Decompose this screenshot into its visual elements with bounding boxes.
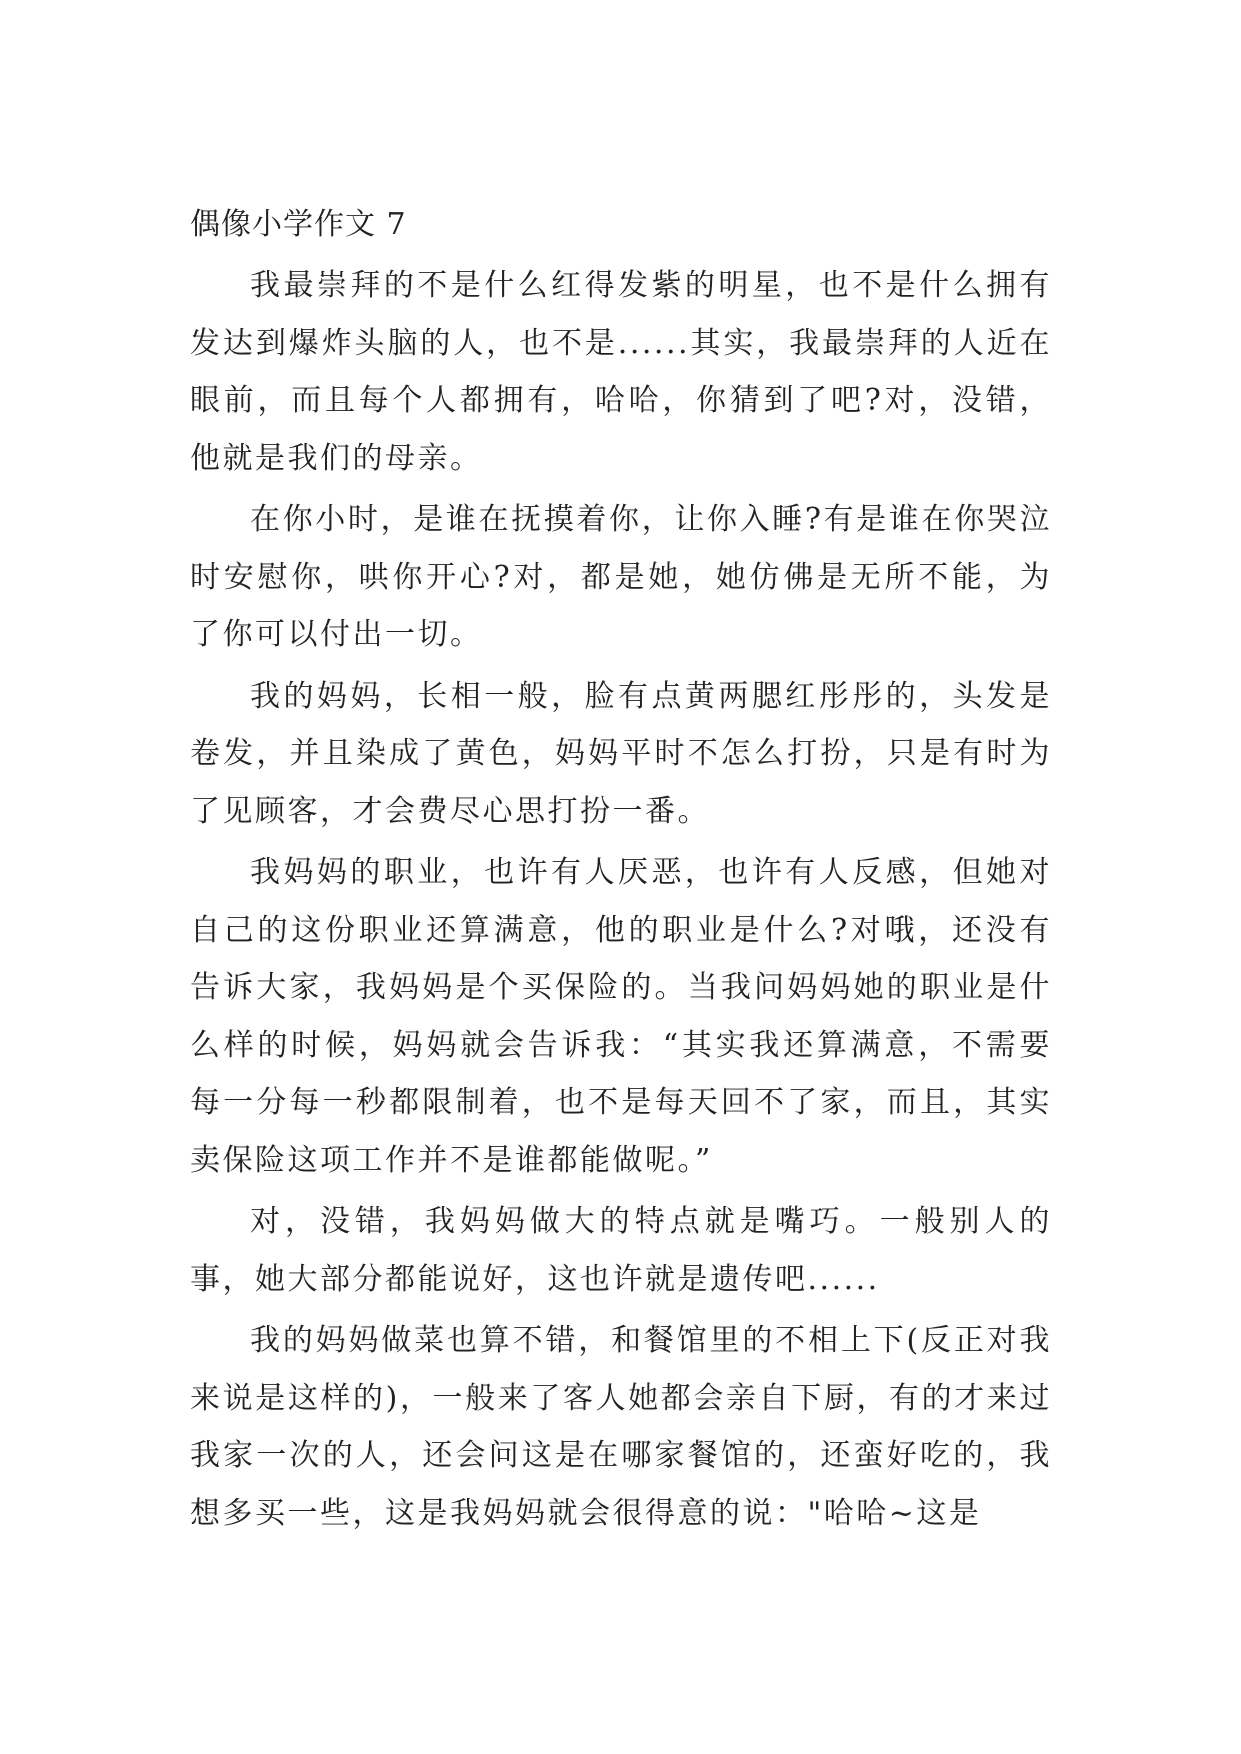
paragraph-1: 我最崇拜的不是什么红得发紫的明星，也不是什么拥有发达到爆炸头脑的人，也不是......其实，我最崇拜的人近在眼前，而且每个人都拥有，哈哈，你猜到了吧?对，没错，他就是我们的母亲。 [190,268,1052,476]
document-title: 偶像小学作文 7 [190,207,407,242]
paragraph-6: 我的妈妈做菜也算不错，和餐馆里的不相上下(反正对我来说是这样的)，一般来了客人她都会亲自下厨，有的才来过我家一次的人，还会问这是在哪家餐馆的，还蛮好吃的，我想多买一些，这是我妈妈就会很得意的说："哈哈~这是 [190,1323,1052,1531]
document-body [190,196,1052,1542]
paragraph-4: 我妈妈的职业，也许有人厌恶，也许有人反感，但她对自己的这份职业还算满意，他的职业是什么?对哦，还没有告诉大家，我妈妈是个买保险的。当我问妈妈她的职业是什么样的时候，妈妈就会告诉我：“其实我还算满意，不需要每一分每一秒都限制着，也不是每天回不了家，而且，其实卖保险这项工作并不是谁都能做呢。” [190,855,1052,1178]
paragraph-5: 对，没错，我妈妈做大的特点就是嘴巧。一般别人的事，她大部分都能说好，这也许就是遗传吧...... [190,1204,1052,1297]
paragraph-3: 我的妈妈，长相一般，脸有点黄两腮红彤彤的，头发是卷发，并且染成了黄色，妈妈平时不怎么打扮，只是有时为了见顾客，才会费尽心思打扮一番。 [190,678,1052,829]
paragraph-2: 在你小时，是谁在抚摸着你，让你入睡?有是谁在你哭泣时安慰你，哄你开心?对，都是她，她仿佛是无所不能，为了你可以付出一切。 [190,502,1052,652]
